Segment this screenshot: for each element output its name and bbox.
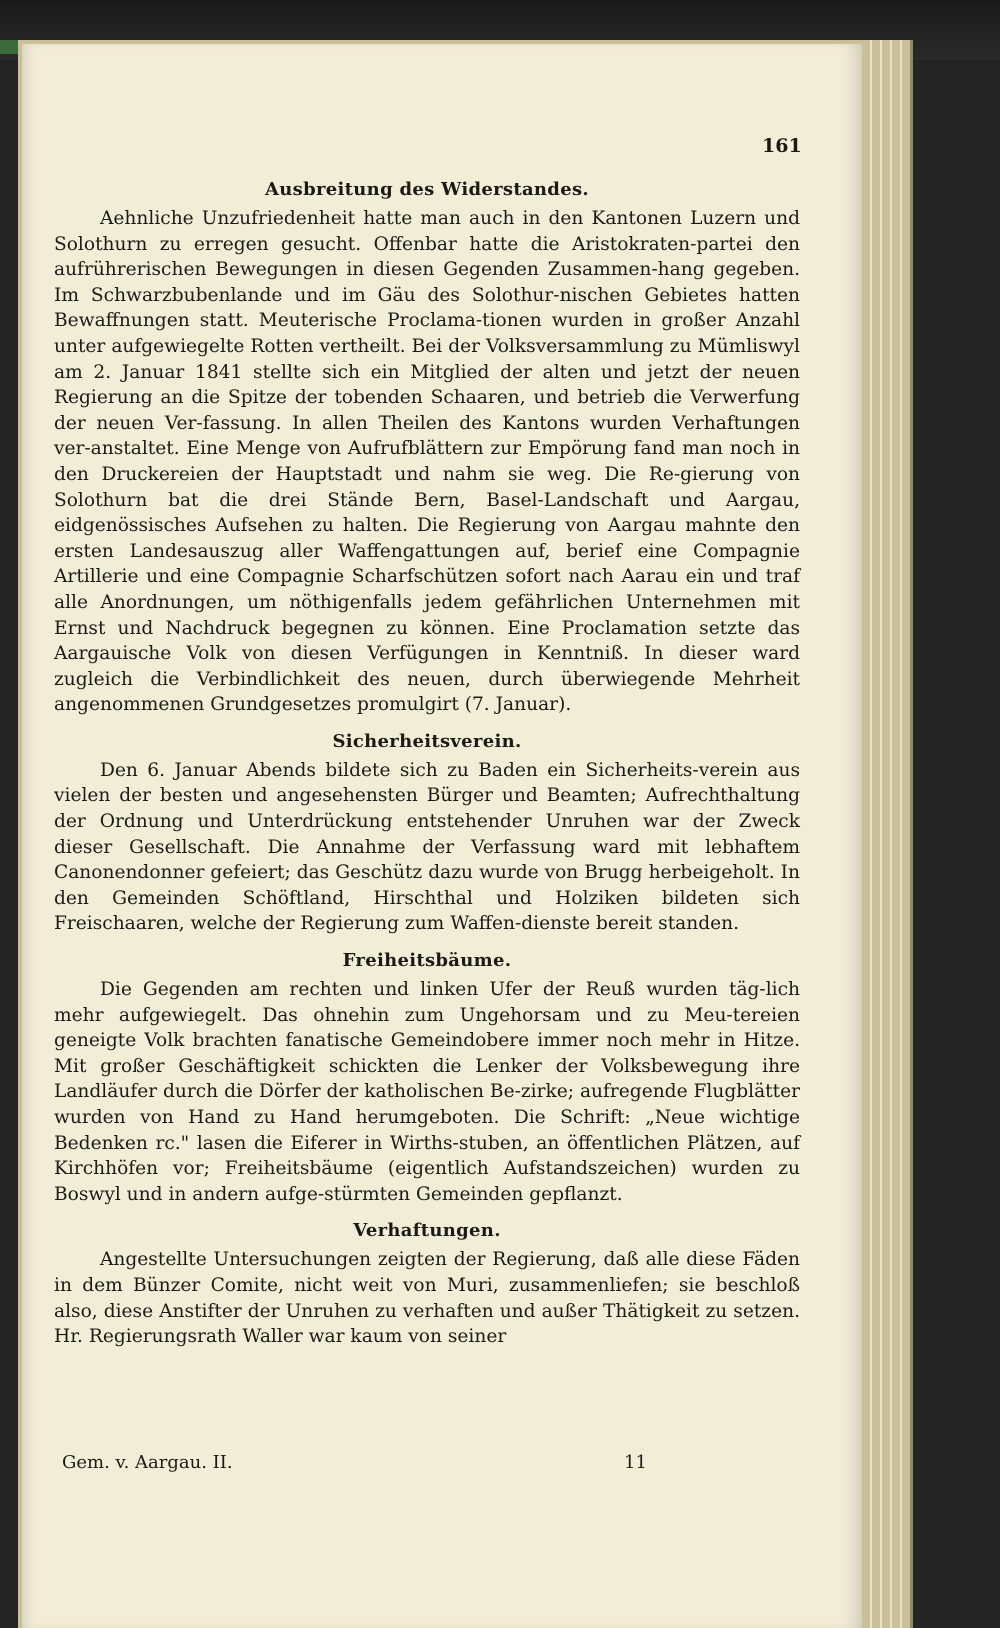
section-paragraph-sicherheitsverein: Den 6. Januar Abends bildete sich zu Baden ein Sicherheits-verein aus vielen der besten und angesehensten Bürger und Beamten; Aufrechthaltung der Ordnung und Unterdrückung entstehender Unruhen war der Zweck dieser Gesellschaft. Die Annahme der Verfassung ward mit lebhaftem Canonendonner gefeiert; das Geschütz dazu wurde von Brugg herbeigeholt. In den Gemeinden Schöftland, Hirschthal und Holziken bildeten sich Freischaaren, welche der Regierung zum Waffen-dienste bereit standen. xyxy=(54,759,800,935)
section-paragraph-verhaftungen: Angestellte Untersuchungen zeigten der Regierung, daß alle diese Fäden in dem Bünzer Comite, nicht weit von Muri, zusammenliefen; sie beschloß also, diese Anstifter der Unruhen zu verhaften und außer Thätigkeit zu setzen. Hr. Regierungsrath Waller war kaum von seiner xyxy=(54,1249,800,1348)
page-text xyxy=(54,174,800,1358)
footer-sheet-number: 11 xyxy=(624,1452,647,1473)
footer-signature: Gem. v. Aargau. II. xyxy=(62,1452,233,1473)
section-paragraph-freiheitsbaeume: Die Gegenden am rechten und linken Ufer der Reuß wurden täg-lich mehr aufgewiegelt. Das ohnehin zum Ungehorsam und zu Meu-tereien geneigte Volk brachten fanatische Gemeindobere immer noch mehr in Hitze. Mit großer Geschäftigkeit schickten die Lenker der Volksbewegung ihre Landläufer durch die Dörfer der katholischen Be-zirke; aufregende Flugblätter wurden von Hand zu Hand herumgeboten. Die Schrift: „Neue wichtige Bedenken rc." lasen die Eiferer in Wirths-stuben, an öffentlichen Plätzen, auf Kirchhöfen vor; Freiheitsbäume (eigentlich Aufstandszeichen) wurden zu Boswyl und in andern aufge-stürmten Gemeinden gepflanzt. xyxy=(54,979,800,1205)
page-number: 161 xyxy=(762,135,802,157)
book-page xyxy=(22,44,862,1628)
section-paragraph-ausbreitung: Aehnliche Unzufriedenheit hatte man auch in den Kantonen Luzern und Solothurn zu erregen gesucht. Offenbar hatte die Aristokraten-partei den aufrührerischen Bewegungen in diesen Gegenden Zusammen-hang gegeben. Im Schwarzbubenlande und im Gäu des Solothur-nischen Gebietes hatten Bewaffnungen statt. Meuterische Proclama-tionen wurden in großer Anzahl unter aufgewiegelte Rotten vertheilt. Bei der Volksversammlung zu Mümliswyl am 2. Januar 1841 stellte sich ein Mitglied der alten und jetzt der neuen Regierung an die Spitze der tobenden Schaaren, und betrieb die Verwerfung der neuen Ver-fassung. In allen Theilen des Kantons wurden Verhaftungen ver-anstaltet. Eine Menge von Aufrufblättern zur Empörung fand man noch in den Druckereien der Hauptstadt und nahm sie weg. Die Re-gierung von Solothurn bat die drei Stände Bern, Basel-Landschaft und Aargau, eidgenössisches Aufsehen zu halten. Die Regierung von Aargau mahnte den ersten Landesauszug aller Waffengattungen auf, berief eine Compagnie Artillerie und eine Compagnie Scharfschützen sofort nach Aarau ein und traf alle Anordnungen, um nöthigenfalls jedem gefährlichen Unternehmen mit Ernst und Nachdruck begegnen zu können. Eine Proclamation setzte das Aargauische Volk von diesen Verfügungen in Kenntniß. In dieser ward zugleich die Verbindlichkeit des neuen, durch überwiegende Mehrheit angenommenen Grundgesetzes promulgirt (7. Januar). xyxy=(54,208,800,716)
section-heading-freiheitsbaeume: Freiheitsbäume. xyxy=(342,950,512,972)
section-heading-ausbreitung: Ausbreitung des Widerstandes. xyxy=(265,179,589,200)
page-footer xyxy=(54,1450,800,1476)
section-heading-sicherheitsverein: Sicherheitsverein. xyxy=(332,730,522,752)
section-heading-verhaftungen: Verhaftungen. xyxy=(353,1220,501,1242)
